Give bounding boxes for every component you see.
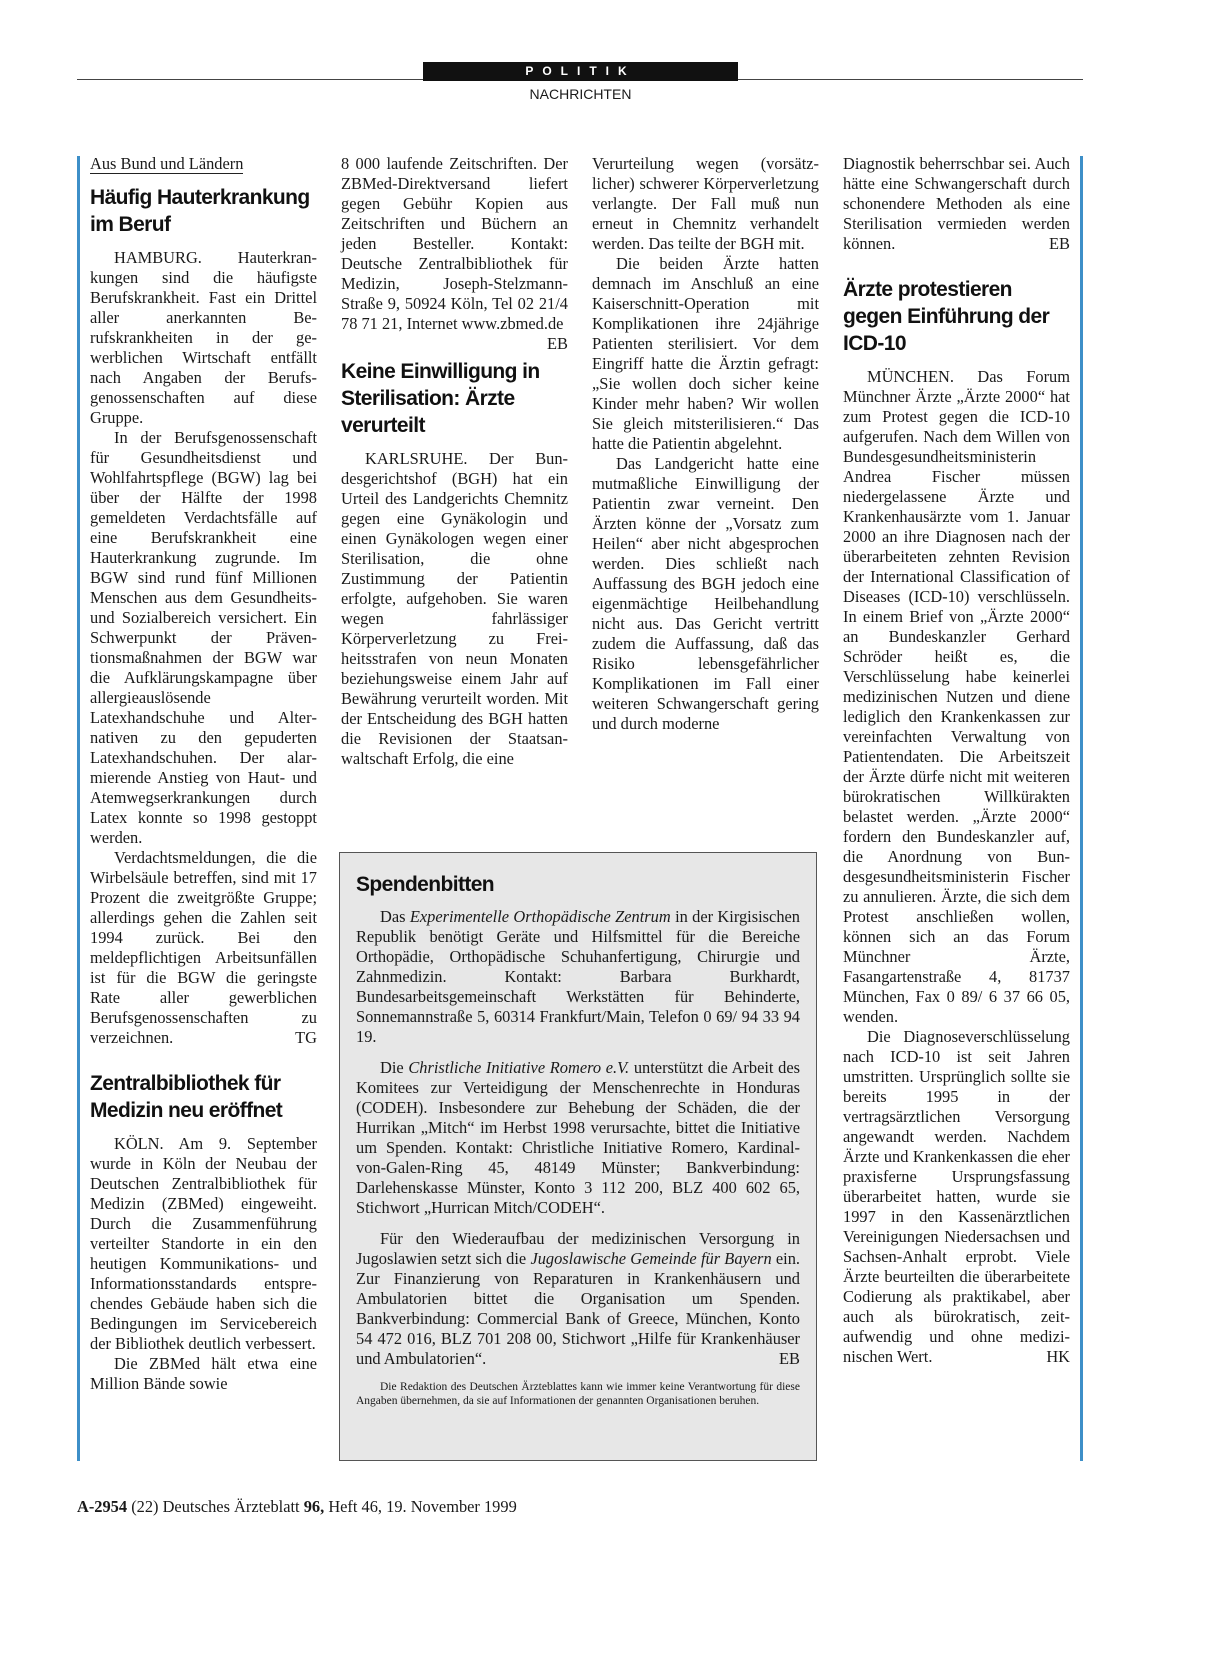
editorial-disclaimer: Die Redaktion des Deutschen Ärzteblattes kann wie immer keine Verantwortung für diese Angaben übernehmen, da sie auf Informationen der genannten Organisationen beruhen.	[356, 1381, 800, 1407]
article-paragraph: In der Berufsgenossenschaft für Gesundheitsdienst und Wohlfahrtspflege (BGW) lag bei über der Hälfte der 1998 gemeldeten Verdachtsfälle auf eine Berufskrankheit eine Hauterkrankung zugrunde. Im BGW sind rund fünf Millionen Menschen aus dem Gesundheits- und Sozialbereich versichert. Ein Schwerpunkt der Präventionsmaßnahmen der BGW war die Aufklärungskampagne über allergieauslösende Latexhandschuhe und Alternativen zu den gepuderten Latexhandschuhen. Der alarmierende Anstieg von Haut- und Atemwegserkrankungen durch Latex konnte so 1998 gestoppt werden.	[90, 428, 317, 847]
author-signature: EB	[547, 334, 568, 353]
article-paragraph: 8 000 laufende Zeitschriften. Der ZBMed-Direktversand liefert gegen Gebühr Kopien aus Zeitschriften und Büchern an jeden Besteller. Kontakt: Deutsche Zentralbibliothek für Medizin, Joseph-Stelzmann-Straße 9, 50924 Köln, Tel 02 21/4 78 71 21, Internet www.zbmed.de EB	[341, 154, 568, 353]
article-paragraph: KÖLN. Am 9. September wurde in Köln der Neubau der Deutschen Zentralbibliothek für Medizin (ZBMed) eingeweiht. Durch die Zusammenführung verteilter Standorte in ein den heutigen Kommunikations- und Informationsstandards entsprechendes Gebäude haben sich die Bedingungen im Servicebereich der Bibliothek deutlich verbessert.	[90, 1134, 317, 1353]
article-paragraph: Die ZBMed hält etwa eine Million Bände sowie	[90, 1354, 317, 1393]
author-signature: TG	[295, 1028, 317, 1047]
column-4	[843, 154, 1070, 1367]
article-paragraph: Die Diagnoseverschlüsselung nach ICD-10 ist seit Jahren umstritten. Ursprünglich sollte sie bereits 1995 in der vertragsärztlichen Versorgung angewandt werden. Nachdem Ärzte und Krankenkassen die eher praxisferne Ursprungsfassung überarbeitet hatten, wurde sie 1997 in den Kassenärztlichen Vereinigungen Niedersachsen und Sachsen-Anhalt erprobt. Viele Ärzte beurteilten die überarbeitete Codierung als praktikabel, aber auch als bürokratisch, zeitaufwendig und ohne medizinischen Wert. HK	[843, 1027, 1070, 1366]
column-3	[592, 154, 819, 734]
author-signature: EB	[1049, 234, 1070, 253]
footer-volume: 96,	[303, 1497, 325, 1516]
subsection-label: NACHRICHTEN	[529, 86, 632, 102]
box-paragraph: Die Christliche Initiative Romero e.V. unterstützt die Arbeit des Komitees zur Verteidigung der Menschenrechte in Honduras (CODEH). Insbesondere zur Behebung der Schäden, die der Hurrikan „Mitch“ im Herbst 1998 verursachte, bittet die Initiative um Spenden. Kontakt: Christliche Initiative Romero, Kardinal-von-Galen-Ring 45, 48149 Münster; Bankverbindung: Darlehenskasse Münster, Konto 3 112 200, BLZ 400 602 65, Stichwort „Hurrican Mitch/CODEH“.	[356, 1058, 800, 1217]
article-paragraph: Verurteilung wegen (vorsätzlicher) schwerer Körperverletzung verlangte. Der Fall muß nun erneut in Chemnitz verhandelt werden. Das teilte der BGH mit.	[592, 154, 819, 253]
article-paragraph: MÜNCHEN. Das Forum Münchner Ärzte „Ärzte 2000“ hat zum Protest gegen die ICD-10 aufgerufen. Nach dem Willen von Bundesgesundheitsministerin Andrea Fischer müssen niedergelassene Ärzte und Krankenhausärzte vom 1. Januar 2000 an ihre Diagnosen nach der überarbeiteten zehnten Revision der International Classification of Diseases (ICD-10) verschlüsseln. In einem Brief von „Ärzte 2000“ an Bundeskanzler Gerhard Schröder heißt es, die Verschlüsselung habe keinerlei medizinischen Nutzen und diene lediglich den Krankenkassen zur vereinfachten Verwaltung von Patientendaten. Die Arbeitszeit der Ärzte dürfe nicht mit weiteren bürokratischen Willkürakten belastet werden. „Ärzte 2000“ fordern den Bundeskanzler auf, die Anordnung von Bundesgesundheitsministerin Fischer zu annulieren. Ärzte, die sich dem Protest anschließen wollen, können sich an das Forum Münchner Ärzte, Fasangartenstraße 4, 81737 München, Fax 0 89/ 6 37 66 05, wenden.	[843, 367, 1070, 1026]
right-accent-bar	[1080, 156, 1083, 1461]
box-title: Spendenbitten	[356, 873, 495, 896]
box-paragraph: Für den Wiederaufbau der medizinischen Versorgung in Jugoslawien setzt sich die Jugoslawische Gemeinde für Bayern ein. Zur Finanzierung von Reparaturen in Krankenhäusern und Ambulatorien bittet die Organisation um Spenden. Bankverbindung: Commercial Bank of Greece, München, Konto 54 472 016, BLZ 701 208 00, Stichwort „Hilfe für Krankenhäuser und Ambulatorien“. EB	[356, 1229, 800, 1368]
page-number: A-2954	[77, 1497, 128, 1516]
author-signature: HK	[1046, 1347, 1070, 1366]
kicker: Aus Bund und Ländern	[90, 154, 244, 173]
article-title-icd10: Ärzte protestieren gegen Einführung der ICD-10	[843, 278, 1050, 355]
author-signature: EB	[779, 1349, 800, 1368]
section-label: POLITIK	[423, 62, 738, 81]
column-2	[341, 154, 568, 769]
article-title-hauterkrankung: Häufig Hauterkrankung im Beruf	[90, 186, 310, 236]
article-title-zentralbibliothek: Zentralbibliothek für Medizin neu eröffnet	[90, 1072, 283, 1122]
article-paragraph: KARLSRUHE. Der Bundesgerichtshof (BGH) hat ein Urteil des Landgerichts Chemnitz gegen eine Gynäkologin und einen Gynäkologen wegen einer Sterilisation, die ohne Zustimmung der Patientin erfolgte, aufgehoben. Sie waren wegen fahrlässiger Körperverletzung zu Freiheitsstrafen von neun Monaten beziehungsweise einem Jahr auf Bewährung verurteilt worden. Mit der Entscheidung des BGH hatten die Revisionen der Staatsanwaltschaft Erfolg, die eine	[341, 449, 568, 768]
column-1	[90, 154, 317, 1394]
page-footer	[77, 1497, 517, 1517]
article-title-sterilisation: Keine Einwilligung in Sterilisation: Ärzte verurteilt	[341, 360, 540, 437]
article-paragraph: HAMBURG. Hauterkrankungen sind die häufigste Berufskrankheit. Fast ein Drittel aller anerkannten Berufskrankheiten in der gewerblichen Wirtschaft entfällt nach Angaben der Berufsgenossenschaften auf diese Gruppe.	[90, 248, 317, 427]
left-accent-bar	[77, 156, 80, 1461]
article-paragraph: Das Landgericht hatte eine mutmaßliche Einwilligung der Patientin zwar verneint. Den Ärzten könne der „Vorsatz zum Heilen“ aber nicht abgesprochen werden. Dies schließt nach Auffassung des BGH jedoch eine eigenmächtige Heilbehandlung nicht aus. Das Gericht vertritt zudem die Auffassung, daß das Risiko lebensgefährlicher Komplikationen im Fall einer weiteren Schwangerschaft gering und durch moderne	[592, 454, 819, 733]
article-paragraph: Verdachtsmeldungen, die die Wirbelsäule betreffen, sind mit 17 Prozent die zweitgrößte Gruppe; allerdings gehen die Zahlen seit 1994 zurück. Bei den meldepflichtigen Arbeitsunfällen ist für die BGW die geringste Rate aller gewerblichen Berufsgenossenschaften zu verzeichnen. TG	[90, 848, 317, 1047]
footer-publication: (22) Deutsches Ärzteblatt	[131, 1497, 300, 1516]
donation-box	[339, 852, 817, 1461]
article-paragraph: Diagnostik beherrschbar sei. Auch hätte eine Schwangerschaft durch schonendere Methoden als eine Sterilisation vermieden werden können. EB	[843, 154, 1070, 253]
article-paragraph: Die beiden Ärzte hatten demnach im Anschluß an eine Kaiserschnitt-Operation mit Komplikationen ihre 24jährige Patienten sterilisiert. Vor dem Eingriff hatte die Ärztin gefragt: „Sie wollen doch sicher keine Kinder mehr haben? Wir wollen Sie gleich mitsterilisieren.“ Das hatte die Patientin abgelehnt.	[592, 254, 819, 453]
box-paragraph: Das Experimentelle Orthopädische Zentrum in der Kirgisischen Republik benötigt Geräte und Hilfsmittel für die Bereiche Orthopädie, Orthopädische Schuhanfertigung, Chirurgie und Zahnmedizin. Kontakt: Barbara Burkhardt, Bundesarbeitsgemeinschaft Werkstätten für Behinderte, Sonnemannstraße 5, 60314 Frankfurt/Main, Telefon 0 69/ 94 33 94 19.	[356, 907, 800, 1046]
footer-issue: Heft 46, 19. November 1999	[328, 1497, 517, 1516]
